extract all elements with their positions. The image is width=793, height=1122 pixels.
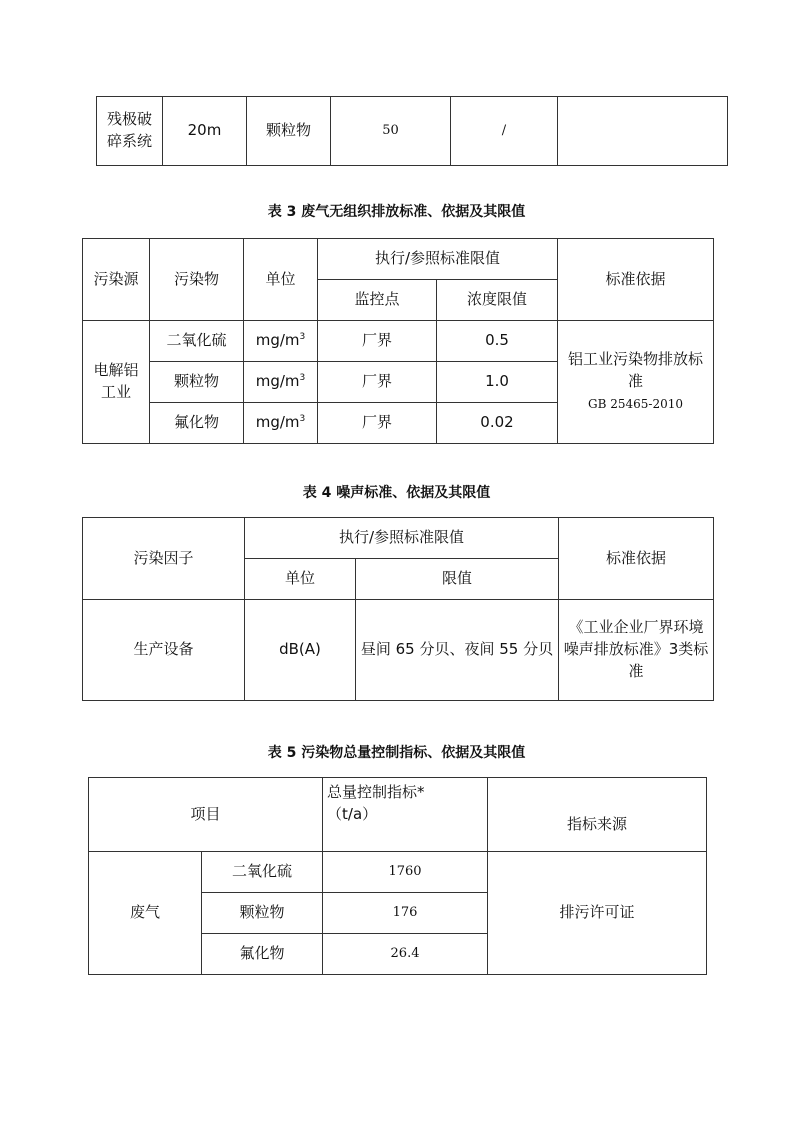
value-cell: 26.4 — [323, 934, 488, 975]
pollutant-cell: 二氧化硫 — [150, 321, 244, 362]
value-cell: 0.5 — [437, 321, 558, 362]
value-cell: 1.0 — [437, 362, 558, 403]
source-cell: 排污许可证 — [488, 852, 707, 975]
unit-cell: $mg/m^3$ — [244, 362, 318, 403]
header-basis: 标准依据 — [559, 518, 714, 600]
table3 — [82, 238, 714, 444]
header-index: 总量控制指标* （t/a） — [323, 778, 488, 852]
header-limit-group: 执行/参照标准限值 — [318, 239, 558, 280]
pollutant-cell: 二氧化硫 — [202, 852, 323, 893]
header-factor: 污染因子 — [83, 518, 245, 600]
table3-caption: 表 3 废气无组织排放标准、依据及其限值 — [267, 204, 526, 220]
rate-cell: / — [451, 97, 558, 166]
header-source: 指标来源 — [488, 778, 707, 852]
factor-cell: 生产设备 — [83, 600, 245, 701]
basis-cell: 铝工业污染物排放标准 GB 25465-2010 — [558, 321, 714, 444]
point-cell: 厂界 — [318, 321, 437, 362]
header-pollutant: 污染物 — [150, 239, 244, 321]
header-basis: 标准依据 — [558, 239, 714, 321]
header-unit: 单位 — [245, 559, 356, 600]
basis-cell: 《工业企业厂界环境噪声排放标准》3类标准 — [559, 600, 714, 701]
pollutant-cell: 颗粒物 — [202, 893, 323, 934]
pollutant-cell: 颗粒物 — [150, 362, 244, 403]
limit-cell: 昼间 65 分贝、夜间 55 分贝 — [356, 600, 559, 701]
table2-fragment — [96, 96, 728, 166]
table4-caption: 表 4 噪声标准、依据及其限值 — [302, 485, 491, 501]
header-source: 污染源 — [83, 239, 150, 321]
pollutant-cell: 颗粒物 — [247, 97, 331, 166]
source-cell: 电解铝工业 — [83, 321, 150, 444]
header-monitor-point: 监控点 — [318, 280, 437, 321]
source-cell: 残极破碎系统 — [97, 97, 163, 166]
limit-cell: 50 — [331, 97, 451, 166]
header-limit-group: 执行/参照标准限值 — [245, 518, 559, 559]
category-cell: 废气 — [89, 852, 202, 975]
table5-caption: 表 5 污染物总量控制指标、依据及其限值 — [267, 745, 526, 761]
header-item: 项目 — [89, 778, 323, 852]
unit-cell: dB(A) — [245, 600, 356, 701]
point-cell: 厂界 — [318, 362, 437, 403]
height-cell: 20m — [163, 97, 247, 166]
value-cell: 0.02 — [437, 403, 558, 444]
point-cell: 厂界 — [318, 403, 437, 444]
pollutant-cell: 氟化物 — [150, 403, 244, 444]
table5 — [88, 777, 707, 975]
header-concentration: 浓度限值 — [437, 280, 558, 321]
value-cell: 176 — [323, 893, 488, 934]
value-cell: 1760 — [323, 852, 488, 893]
basis-cell — [558, 97, 728, 166]
table4 — [82, 517, 714, 701]
unit-cell: $mg/m^3$ — [244, 321, 318, 362]
unit-cell: $mg/m^3$ — [244, 403, 318, 444]
header-unit: 单位 — [244, 239, 318, 321]
header-limit: 限值 — [356, 559, 559, 600]
pollutant-cell: 氟化物 — [202, 934, 323, 975]
